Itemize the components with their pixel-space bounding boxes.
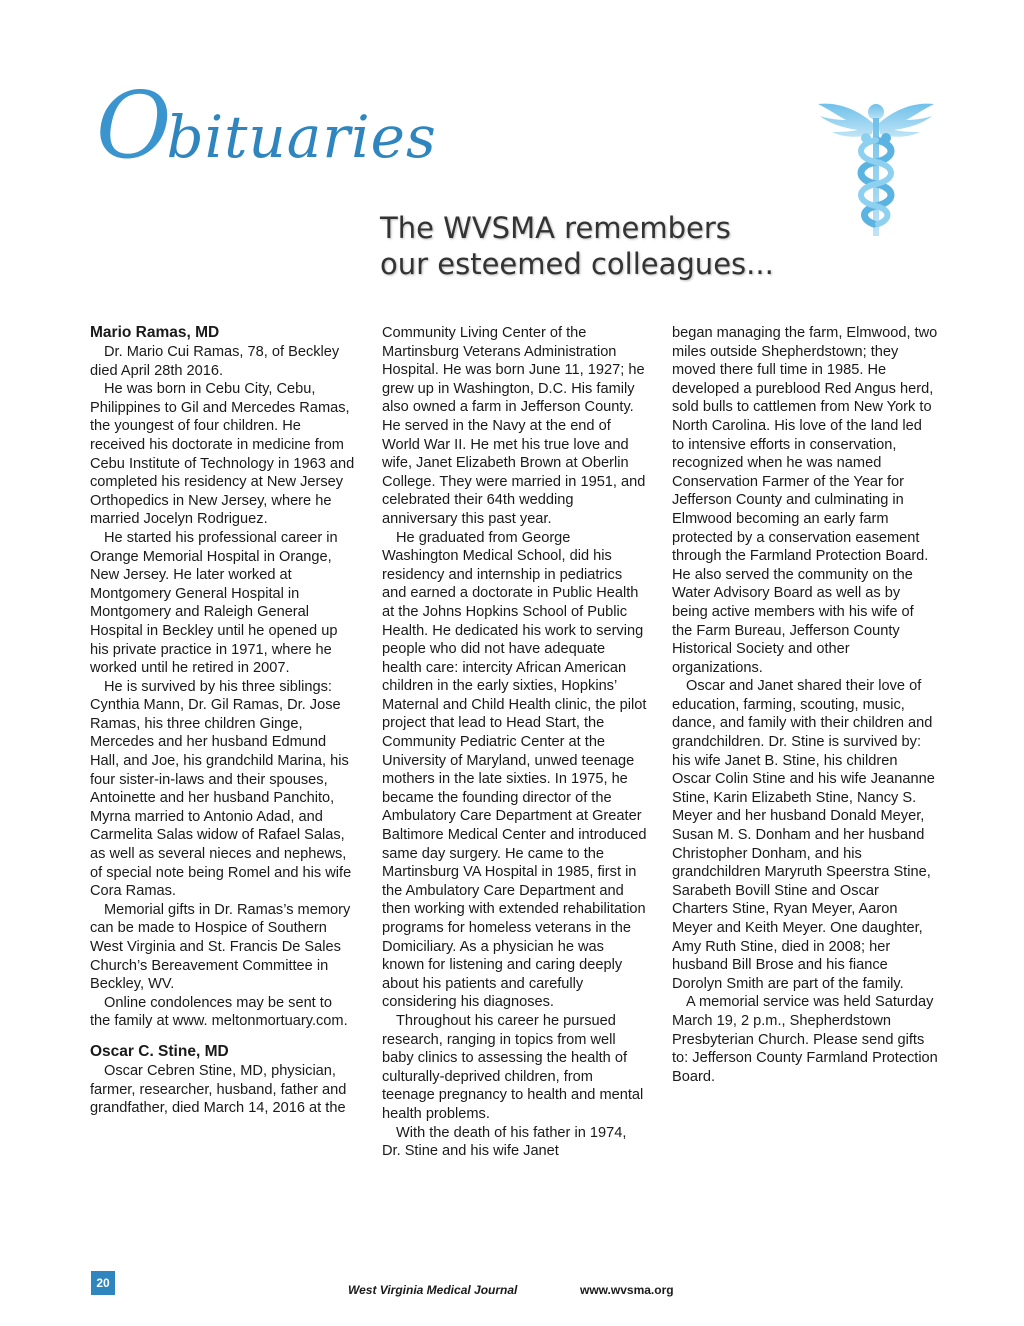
paragraph: Online condolences may be sent to the family at www. meltonmortuary.com.: [90, 994, 348, 1030]
paragraph: A memorial service was held Saturday March 19, 2 p.m., Shepherdstown Presbyterian Church. Please send gifts to: Jefferson County Farmland Protection Board.: [672, 994, 938, 1085]
caduceus-icon: [816, 94, 936, 242]
paragraph: began managing the farm, Elmwood, two miles outside Shepherdstown; they moved there full time in 1985. He developed a pureblood Red Angus herd, sold bulls to cattlemen from New York to North Carolina. His love of the land led to intensive efforts in conservation, recognized when he was named Conservation Farmer of the Year for Jefferson County and culminating in Elmwood becoming an early farm protected by a conservation easement through the Farmland Protection Board. He also served the community on the Water Advisory Board as well as by being active members with his wife of the Farm Bureau, Jefferson County Historical Society and other organizations.: [672, 325, 938, 676]
paragraph: With the death of his father in 1974, Dr. Stine and his wife Janet: [382, 1124, 627, 1160]
paragraph: Oscar and Janet shared their love of education, farming, scouting, music, dance, and family with their children and grandchildren. Dr. Stine is survived by: his wife Janet B. Stine, his children Oscar Colin Stine and his wife Jeananne Stine, Karin Elizabeth Stine, Nancy S. Meyer and her husband Donald Meyer, Susan M. S. Donham and her husband Christopher Donham, and his grandchildren Maryruth Speerstra Stine, Sarabeth Bovill Stine and Oscar Charters Stine, Ryan Meyer, Aaron Meyer and Keith Meyer. One daughter, Amy Ruth Stine, died in 2008; her husband Bill Brose and his fiance Dorolyn Smith are part of the family.: [672, 678, 935, 992]
journal-name: West Virginia Medical Journal: [348, 1283, 518, 1297]
title-initial: O: [96, 72, 173, 179]
page-title: [96, 72, 437, 179]
subtitle-line-1: The WVSMA remembers: [380, 211, 731, 245]
paragraph: Community Living Center of the Martinsburg Veterans Administration Hospital. He was born June 11, 1927; he grew up in Washington, D.C. His family also owned a farm in Jefferson County. He served in the Navy at the end of World War II. He met his true love and wife, Janet Elizabeth Brown at Oberlin College. They were married in 1951, and celebrated their 64th wedding anniversary this past year.: [382, 325, 646, 527]
paragraph: He graduated from George Washington Medical School, did his residency and internship in pediatrics and earned a doctorate in Public Health at the Johns Hopkins School of Public Health. He dedicated his work to serving people who did not have adequate health care: intercity African American children in the early sixties, Hopkins’ Maternal and Child Health clinic, the pilot project that lead to Head Start, the Community Pediatric Center at the University of Maryland, unwed teenage mothers in the late sixties. In 1975, he became the founding director of the Ambulatory Care Department at Greater Baltimore Medical Center and introduced same day surgery. He came to the Martinsburg VA Hospital in 1985, first in the Ambulatory Care Department and then working with extended rehabilitation programs for homeless veterans in the Domiciliary. As a physician he was known for listening and caring deeply about his patients and carefully considering his diagnoses.: [382, 529, 647, 1011]
website-url: www.wvsma.org: [580, 1283, 674, 1297]
obituary-heading-stine: Oscar C. Stine, MD: [90, 1042, 229, 1060]
paragraph: Oscar Cebren Stine, MD, physician, farmer, researcher, husband, father and grandfather, died March 14, 2016 at the: [90, 1062, 347, 1117]
paragraph: Dr. Mario Cui Ramas, 78, of Beckley died April 28th 2016.: [90, 344, 340, 379]
title-rest: bituaries: [166, 103, 437, 171]
subtitle: [380, 210, 774, 282]
column-1: [90, 322, 356, 1118]
paragraph: He is survived by his three siblings: Cynthia Mann, Dr. Gil Ramas, Dr. Jose Ramas, his three children Ginge, Mercedes and her husband Edmund Hall, and Joe, his grandchild Marina, his four sister-in-laws and their spouses, Antoinette and her husband Panchito, Myrna married to Antonio Adad, and Carmelita Salas widow of Rafael Salas, as well as several nieces and nephews, of special note being Romel and his wife Cora Ramas.: [90, 678, 352, 900]
paragraph: He was born in Cebu City, Cebu, Philippines to Gil and Mercedes Ramas, the youngest of four children. He received his doctorate in medicine from Cebu Institute of Technology in 1963 and completed his residency at New Jersey Orthopedics in New Jersey, where he married Jocelyn Rodriguez.: [90, 381, 355, 528]
subtitle-line-2: our esteemed colleagues...: [380, 247, 774, 281]
paragraph: Throughout his career he pursued research, ranging in topics from well baby clinics to assessing the health of culturally-deprived children, from teenage pregnancy to health and mental health problems.: [382, 1012, 644, 1122]
obituary-heading-ramas: Mario Ramas, MD: [90, 324, 220, 341]
column-3: [672, 324, 938, 1086]
column-2: [382, 324, 648, 1161]
paragraph: He started his professional career in Orange Memorial Hospital in Orange, New Jersey. He later worked at Montgomery General Hospital in Montgomery and Raleigh General Hospital in Beckley until he opened up his private practice in 1971, where he worked until he retired in 2007.: [90, 529, 338, 677]
paragraph: Memorial gifts in Dr. Ramas’s memory can be made to Hospice of Southern West Virginia and St. Francis De Sales Church’s Bereavement Committee in Beckley, WV.: [90, 901, 351, 993]
page-number: 20: [91, 1271, 115, 1295]
